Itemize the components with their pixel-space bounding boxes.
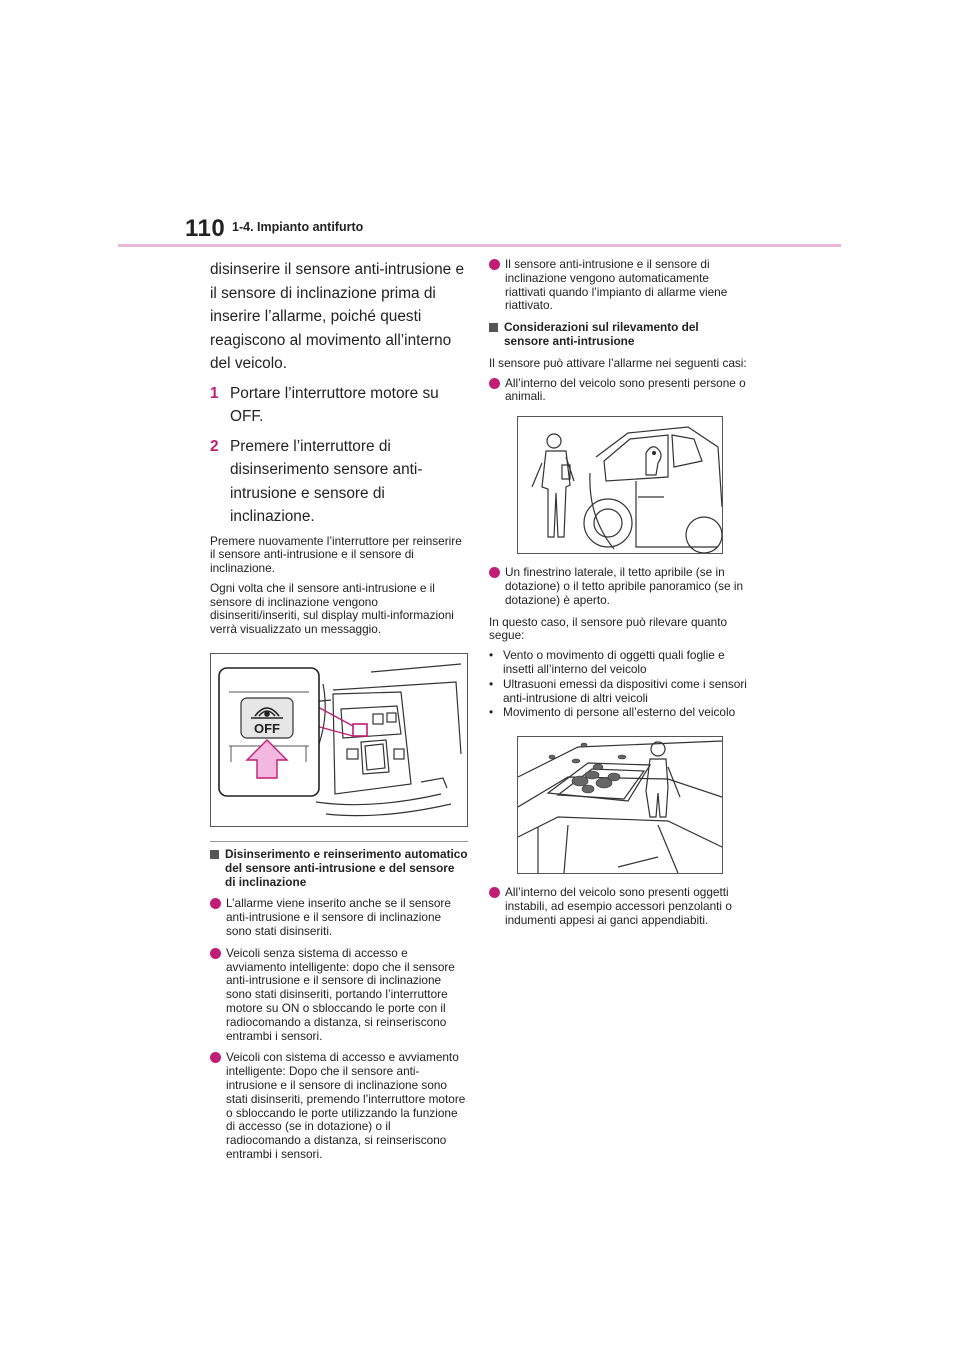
sub-item bbox=[489, 706, 747, 720]
paragraph: Ogni volta che il sensore anti-intrusione e il sensore di inclinazione vengono disinseriti/inseriti, sul display multi-informazioni verrà visualizzato un messaggio. bbox=[210, 580, 454, 637]
bullet-item bbox=[210, 897, 468, 938]
chapter-title: 1-4. Impianto antifurto bbox=[232, 220, 364, 234]
bullet-dot-icon bbox=[210, 948, 221, 959]
bullet-item bbox=[489, 258, 747, 313]
section-heading-text: Considerazioni sul rilevamento del sensore anti-intrusione bbox=[504, 320, 699, 348]
step-2 bbox=[210, 435, 468, 529]
overhead-console-drawing bbox=[211, 654, 467, 826]
sub-bullet: • bbox=[489, 676, 494, 691]
square-bullet-icon bbox=[210, 850, 219, 859]
bullet-dot-icon bbox=[489, 567, 500, 578]
leaves-sunroof-drawing bbox=[518, 737, 722, 873]
sub-bullet: • bbox=[489, 705, 494, 720]
sub-bullet: • bbox=[489, 648, 494, 663]
bullet-item bbox=[210, 947, 468, 1044]
sunroof-illustration bbox=[517, 736, 723, 874]
bullet-text: All’interno del veicolo sono presenti persone o animali. bbox=[505, 375, 746, 404]
page-number: 110 bbox=[185, 215, 226, 242]
right-column bbox=[489, 258, 747, 936]
step-number: 2 bbox=[210, 437, 219, 455]
bullet-dot-icon bbox=[210, 1052, 221, 1063]
sub-item-text: Vento o movimento di oggetti quali foglie e insetti all’interno del veicolo bbox=[503, 648, 725, 676]
square-bullet-icon bbox=[489, 323, 498, 332]
bullet-dot-icon bbox=[489, 887, 500, 898]
switch-illustration bbox=[210, 653, 468, 827]
bullet-dot-icon bbox=[489, 259, 500, 270]
header-rule bbox=[118, 244, 841, 247]
section-heading bbox=[489, 321, 747, 349]
step-text: Portare l’interruttore motore su OFF. bbox=[230, 384, 439, 425]
step-1 bbox=[210, 382, 468, 429]
sub-item-text: Ultrasuoni emessi da dispositivi come i sensori anti-intrusione di altri veicoli bbox=[503, 676, 747, 705]
step-text: Premere l’interruttore di disinserimento sensore anti-intrusione e sensore di inclinazione. bbox=[230, 437, 423, 525]
section-heading-text: Disinserimento e reinserimento automatico del sensore anti-intrusione e del sensore di inclinazione bbox=[225, 847, 468, 889]
paragraph: In questo caso, il sensore può rilevare quanto segue: bbox=[489, 614, 728, 643]
lead-paragraph: disinserire il sensore anti-intrusione e il sensore di inclinazione prima di inserire l’allarme, poiché questi reagiscono al movimento all’interno del veicolo. bbox=[210, 261, 465, 372]
off-label: OFF bbox=[254, 721, 280, 737]
bullet-text: L’allarme viene inserito anche se il sensore anti-intrusione e il sensore di inclinazione sono stati disinseriti. bbox=[226, 896, 451, 939]
bullet-item bbox=[489, 886, 747, 927]
sub-item bbox=[489, 649, 747, 677]
bullet-text: Il sensore anti-intrusione e il sensore di inclinazione vengono automaticamente riattivati quando l’impianto di allarme viene riattivato. bbox=[505, 257, 728, 313]
section-heading bbox=[210, 848, 468, 889]
sub-item bbox=[489, 678, 747, 706]
bullet-text: Veicoli senza sistema di accesso e avviamento intelligente: dopo che il sensore anti-intrusione e il sensore di inclinazione sono stati disinseriti, portando l’interruttore motore su ON o sbloccando le porte con il radiocomando a distanza, si reinseriscono entrambi i sensori. bbox=[226, 945, 455, 1043]
bullet-dot-icon bbox=[489, 378, 500, 389]
bullet-text: Un finestrino laterale, il tetto apribile (se in dotazione) o il tetto apribile panoramico (se in dotazione) è aperto. bbox=[505, 565, 744, 607]
bullet-item bbox=[210, 1051, 468, 1161]
left-column bbox=[210, 258, 468, 1170]
bullet-item bbox=[489, 566, 747, 607]
paragraph: Premere nuovamente l’interruttore per reinserire il sensore anti-intrusione e il sensore di inclinazione. bbox=[210, 533, 462, 576]
bullet-text: Veicoli con sistema di accesso e avviamento intelligente: Dopo che il sensore anti-intrusione e il sensore di inclinazione sono stati disinseriti, premendo l’interruttore motore o sbloccando le porte utilizzando la funzione di accesso (se in dotazione) o il radiocomando a distanza, si reinseriscono entrambi i sensori. bbox=[226, 1050, 466, 1162]
sub-item-text: Movimento di persone all’esterno del veicolo bbox=[503, 705, 736, 720]
paragraph: Il sensore può attivare l’allarme nei seguenti casi: bbox=[489, 355, 747, 370]
section-rule bbox=[210, 841, 468, 842]
people-in-car-illustration bbox=[517, 416, 723, 554]
person-dog-car-drawing bbox=[518, 417, 722, 553]
bullet-item bbox=[489, 377, 747, 405]
bullet-dot-icon bbox=[210, 898, 221, 909]
step-number: 1 bbox=[210, 384, 219, 402]
bullet-text: All’interno del veicolo sono presenti oggetti instabili, ad esempio accessori penzolanti o indumenti appesi ai ganci appendiabiti. bbox=[505, 885, 732, 927]
